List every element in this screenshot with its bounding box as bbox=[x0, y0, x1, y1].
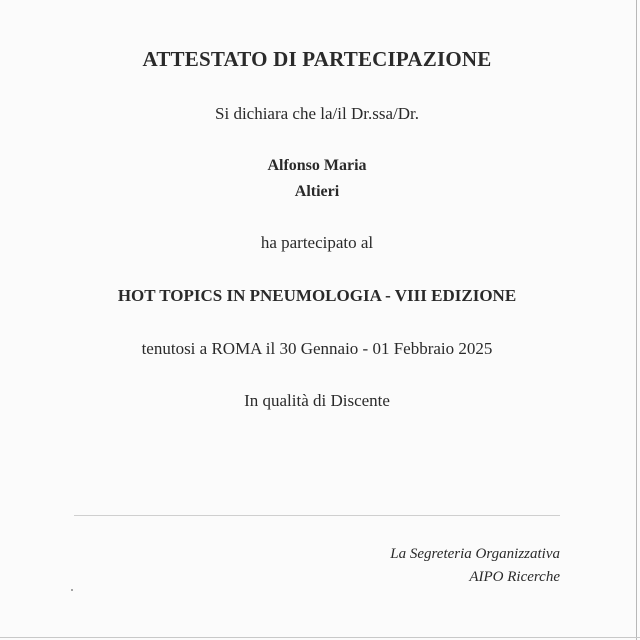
scan-edge-right bbox=[636, 0, 637, 640]
signature-divider bbox=[74, 515, 560, 516]
scan-speck bbox=[71, 589, 73, 591]
signature-organization: AIPO Ricerche bbox=[469, 569, 560, 585]
declaration-text: Si dichiara che la/il Dr.ssa/Dr. bbox=[215, 104, 419, 123]
event-name: HOT TOPICS IN PNEUMOLOGIA - VIII EDIZIONE bbox=[117, 286, 517, 305]
certificate-title: ATTESTATO DI PARTECIPAZIONE bbox=[142, 47, 492, 71]
signature-organizer: La Segreteria Organizzativa bbox=[390, 546, 560, 562]
scan-edge-bottom bbox=[0, 637, 640, 638]
participated-text: ha partecipato al bbox=[260, 233, 374, 252]
participant-first-names: Alfonso Maria bbox=[267, 157, 367, 174]
participant-role: In qualità di Discente bbox=[244, 391, 390, 410]
participant-last-name: Altieri bbox=[294, 183, 340, 200]
event-details: tenutosi a ROMA il 30 Gennaio - 01 Febbraio 2025 bbox=[141, 339, 493, 358]
